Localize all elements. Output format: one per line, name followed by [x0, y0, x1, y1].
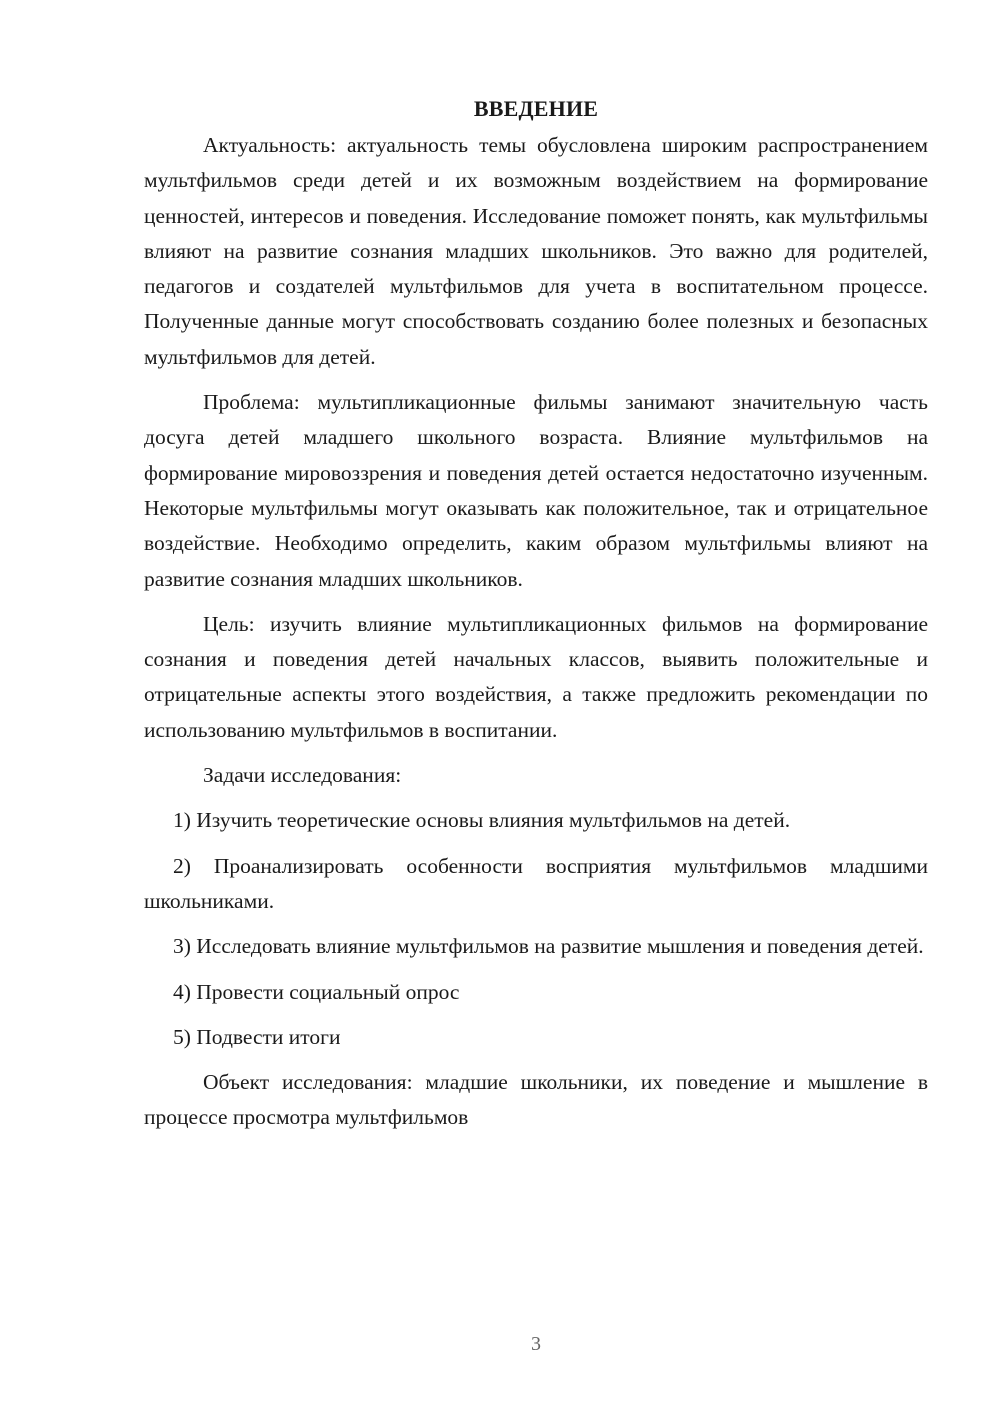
page-title: ВВЕДЕНИЕ — [473, 96, 599, 121]
task-item: 3) Исследовать влияние мультфильмов на развитие мышления и поведения детей. — [173, 934, 924, 959]
task-item: 5) Подвести итоги — [173, 1024, 341, 1049]
paragraph-relevance: Актуальность: актуальность темы обусловлена широким распространением мультфильмов среди детей и их возможным воздействием на формирование ценностей, интересов и поведения. Исследование поможет понять, как мультфильмы влияют на развитие сознания младших школьников. Это важно для родителей, педагогов и создателей мультфильмов для учета в воспитательном процессе. Полученные данные могут способствовать созданию более полезных и безопасных мультфильмов для детей. — [144, 133, 928, 369]
paragraph-object: Объект исследования: младшие школьники, их поведение и мышление в процессе просмотра мультфильмов — [144, 1070, 928, 1130]
page-number: 3 — [531, 1333, 541, 1355]
tasks-heading: Задачи исследования: — [203, 763, 402, 788]
task-item: 1) Изучить теоретические основы влияния мультфильмов на детей. — [173, 808, 791, 833]
task-item: 4) Провести социальный опрос — [173, 979, 460, 1004]
document-page — [144, 92, 928, 1136]
task-item: 2) Проанализировать особенности восприятия мультфильмов младшими школьниками. — [144, 853, 928, 913]
paragraph-goal: Цель: изучить влияние мультипликационных фильмов на формирование сознания и поведения детей начальных классов, выявить положительные и отрицательные аспекты этого воздействия, а также предложить рекомендации по использованию мультфильмов в воспитании. — [144, 611, 928, 742]
paragraph-problem: Проблема: мультипликационные фильмы занимают значительную часть досуга детей младшего школьного возраста. Влияние мультфильмов на формирование мировоззрения и поведения детей остается недостаточно изученным. Некоторые мультфильмы могут оказывать как положительное, так и отрицательное воздействие. Необходимо определить, каким образом мультфильмы влияют на развитие сознания младших школьников. — [144, 390, 928, 591]
